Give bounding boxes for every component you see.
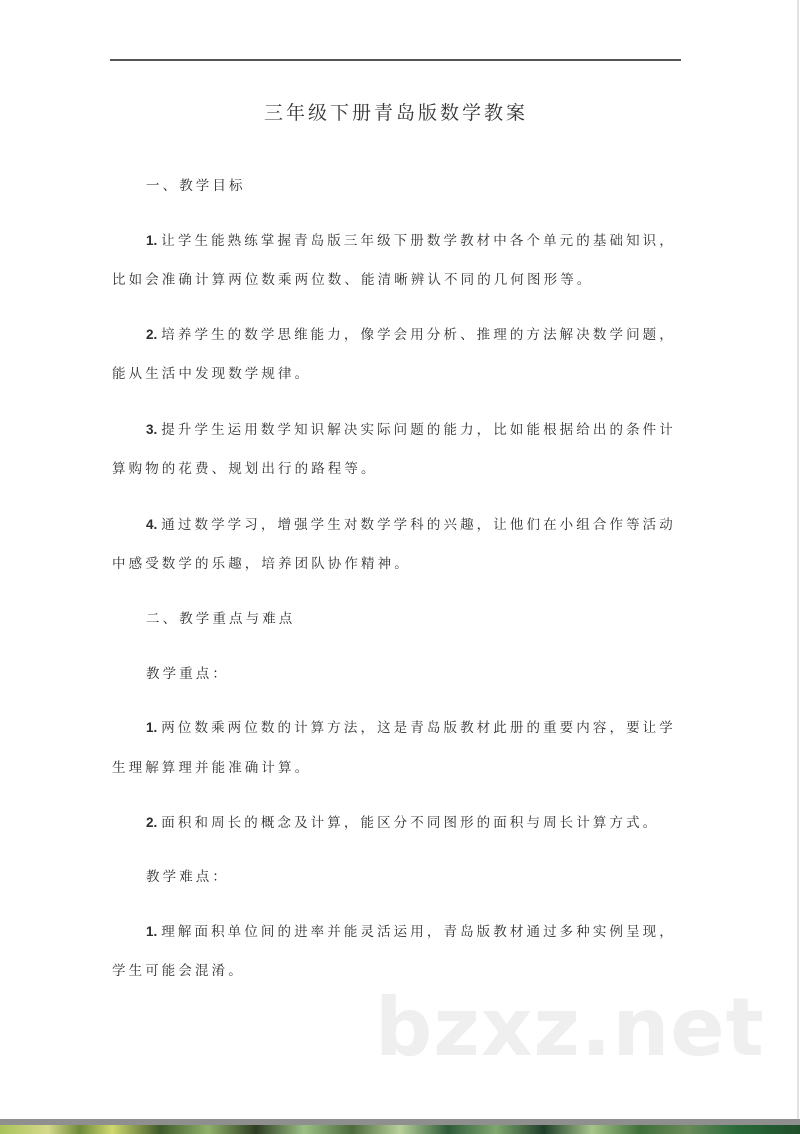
item-text: 提升学生运用数学知识解决实际问题的能力，比如能根据给出的条件计 [161, 422, 676, 438]
item-number: 3. [146, 422, 158, 437]
section-heading-objectives: 一、教学目标 [146, 178, 246, 194]
item-number: 1. [146, 233, 158, 248]
item-text: 两位数乘两位数的计算方法，这是青岛版教材此册的重要内容，要让学 [161, 720, 676, 736]
objective-4-line-2: 中感受数学的乐趣，培养团队协作精神。 [112, 556, 411, 572]
difficulty-1-line-1 [146, 920, 676, 940]
key-points-label: 教学重点： [146, 666, 229, 682]
item-number: 4. [146, 517, 158, 532]
item-number: 1. [146, 720, 158, 735]
objective-4-line-1 [146, 513, 676, 533]
item-text: 通过数学学习，增强学生对数学学科的兴趣，让他们在小组合作等活动 [161, 517, 676, 533]
difficulties-label: 教学难点： [146, 869, 229, 885]
header-rule [110, 59, 681, 61]
objective-3-line-1 [146, 418, 676, 438]
watermark: bzxz.net [375, 981, 765, 1074]
document-title: 三年级下册青岛版数学教案 [263, 102, 528, 124]
objective-2-line-1 [146, 323, 676, 343]
item-text: 让学生能熟练掌握青岛版三年级下册数学教材中各个单元的基础知识， [161, 233, 676, 249]
item-text: 理解面积单位间的进率并能灵活运用，青岛版教材通过多种实例呈现， [161, 924, 676, 940]
key-point-1-line-1 [146, 716, 676, 736]
item-text: 面积和周长的概念及计算，能区分不同图形的面积与周长计算方式。 [161, 815, 660, 831]
objective-3-line-2: 算购物的花费、规划出行的路程等。 [112, 461, 378, 477]
objective-1-line-1 [146, 229, 676, 249]
objective-2-line-2: 能从生活中发现数学规律。 [112, 366, 312, 382]
item-text: 培养学生的数学思维能力，像学会用分析、推理的方法解决数学问题， [161, 327, 676, 343]
item-number: 2. [146, 815, 158, 830]
background-image-strip [0, 1125, 800, 1134]
section-heading-key-difficult: 二、教学重点与难点 [146, 611, 296, 627]
item-number: 2. [146, 327, 158, 342]
objective-1-line-2: 比如会准确计算两位数乘两位数、能清晰辨认不同的几何图形等。 [112, 272, 594, 288]
key-point-1-line-2: 生理解算理并能准确计算。 [112, 760, 312, 776]
key-point-2-line-1 [146, 811, 659, 831]
difficulty-1-line-2: 学生可能会混淆。 [112, 963, 245, 979]
item-number: 1. [146, 924, 158, 939]
